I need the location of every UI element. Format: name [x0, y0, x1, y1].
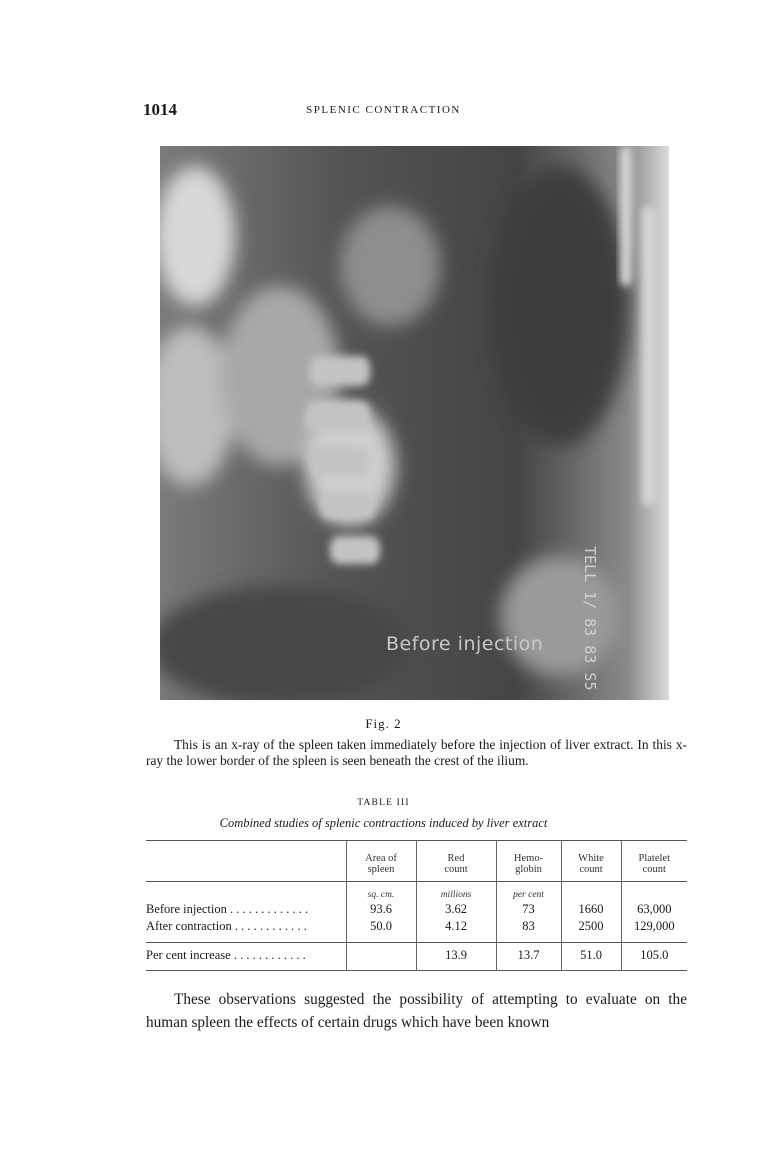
- table-cell: [346, 943, 416, 971]
- figure-label: Fig. 2: [365, 716, 402, 731]
- xray-figure: [160, 146, 669, 700]
- film-markings-text: TELL 1/ 83 83 S5: [581, 546, 599, 691]
- xray-overlay-label: Before injection: [386, 633, 544, 655]
- table-cell: 13.7: [496, 943, 561, 971]
- table-cell: 50.0: [346, 918, 416, 943]
- row-label: Before injection . . . . . . . . . . . . .: [146, 902, 309, 916]
- table-cell: 4.12: [416, 918, 496, 943]
- col-header-red: Red count: [416, 841, 496, 882]
- table-header-row: [146, 841, 687, 882]
- table-cell: 3.62: [416, 901, 496, 918]
- running-title: SPLENIC CONTRACTION: [306, 104, 461, 116]
- table-cell: 63,000: [621, 901, 687, 918]
- table-row-percent-increase: [146, 943, 687, 971]
- table-cell: 1660: [561, 901, 621, 918]
- table-cell: 105.0: [621, 943, 687, 971]
- film-markings: [581, 546, 599, 691]
- page-number: 1014: [143, 100, 177, 119]
- unit-platelet: [621, 882, 687, 902]
- row-label: After contraction . . . . . . . . . . . .: [146, 919, 307, 933]
- table-cell: 93.6: [346, 901, 416, 918]
- table-row: [146, 918, 687, 943]
- xray-image: [160, 146, 669, 700]
- table-title: Combined studies of splenic contractions induced by liver extract: [219, 816, 548, 830]
- unit-white: [561, 882, 621, 902]
- row-label: Per cent increase . . . . . . . . . . . .: [146, 948, 306, 962]
- header-blank: [146, 841, 346, 882]
- col-header-area: Area of spleen: [346, 841, 416, 882]
- unit-red: millions: [416, 882, 496, 902]
- table-cell: 129,000: [621, 918, 687, 943]
- caption-text: This is an x-ray of the spleen taken immediately before the injection of liver extract. In this x-ray the lower border of the spleen is seen beneath the crest of the ilium.: [146, 737, 687, 768]
- table-cell: 83: [496, 918, 561, 943]
- table-row: [146, 901, 687, 918]
- table-cell: 13.9: [416, 943, 496, 971]
- table-units-row: [146, 882, 687, 902]
- col-header-platelet: Platelet count: [621, 841, 687, 882]
- body-paragraph: [146, 988, 687, 1034]
- col-header-white: White count: [561, 841, 621, 882]
- table-cell: 73: [496, 901, 561, 918]
- table-cell: 51.0: [561, 943, 621, 971]
- figure-caption: [146, 737, 687, 769]
- results-table: [146, 840, 687, 971]
- col-header-hemoglobin: Hemo- globin: [496, 841, 561, 882]
- unit-area: sq. cm.: [346, 882, 416, 902]
- unit-hemoglobin: per cent: [496, 882, 561, 902]
- table-cell: 2500: [561, 918, 621, 943]
- body-text: These observations suggested the possibility of attempting to evaluate on the human spleen the effects of certain drugs which have been known: [146, 991, 687, 1031]
- table-number: TABLE III: [357, 798, 410, 808]
